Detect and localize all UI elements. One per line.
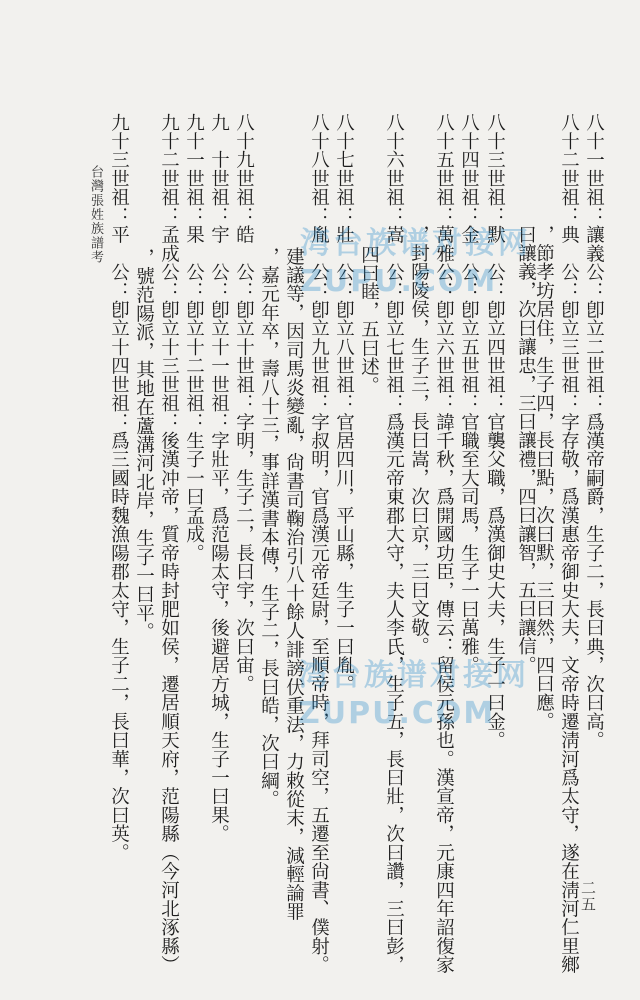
genealogy-column-82 — [559, 113, 578, 974]
column-text: 萬雅公：卽立六世祖：諱千秋，爲開國功臣，傳云：留侯元孫也。漢宣帝，元康四年詔復家 — [433, 225, 455, 975]
genealogy-column-83 — [485, 113, 504, 750]
column-text: 胤 公：卽立九世祖：字叔明，官爲漢元帝廷尉，至順帝時，拜司空，五遷至尙書、僕射。 — [308, 225, 330, 975]
genealogy-column-86 — [384, 113, 403, 974]
generation-label: 八十三世祖： — [484, 113, 506, 226]
generation-label: 八十八世祖： — [308, 113, 330, 226]
generation-label: 九 十世祖： — [208, 113, 230, 226]
continuation-column-86 — [359, 245, 378, 395]
column-text: 平 公：卽立十四世祖：爲三國時魏漁陽郡太守，生子二，長曰華，次曰英。 — [108, 225, 130, 862]
continuation-column-88b — [259, 247, 278, 809]
column-text: 建議等，因司馬炎變亂，尙書司鞠治引八十餘人誹謗伏重法，力敕從末，減輕論罪 — [283, 247, 305, 921]
generation-label: 八十五世祖： — [433, 113, 455, 226]
column-text: 皓 公：卽立十世祖：字明，生子二，長曰宇，次曰宙。 — [233, 225, 255, 694]
generation-label: 九十一世祖： — [183, 113, 205, 226]
generation-label: 八十六世祖： — [383, 113, 405, 226]
column-text: 典 公：卽立三世祖：字存敬，爲漢惠帝御史大夫，文帝時遷淸河爲太守，遂在淸河仁里鄉 — [558, 225, 580, 975]
column-text: 嵩 公：卽立七世祖：爲漢元帝東郡大守，夫人李氏，生子五，長曰壯，次曰讚，三曰彭， — [383, 225, 405, 975]
genealogy-column-93 — [109, 113, 128, 862]
watermark-top-line1: 湾台族谱对接网 — [300, 226, 531, 261]
column-text: 讓義公：卽立二世祖：爲漢帝嗣爵，生子二，長曰典，次曰高。 — [583, 225, 605, 750]
generation-label: 九十三世祖： — [108, 113, 130, 226]
generation-label: 八十七世祖： — [333, 113, 355, 226]
column-text: ，節孝坊居住，生子四，長曰點，次曰默，三曰然，四曰應。 — [533, 225, 555, 731]
watermark-top-line2: ZUPU.COM — [300, 264, 498, 299]
column-text: 果 公：卽立十二世祖：生子一曰孟成。 — [183, 225, 205, 563]
watermark-bottom-line2: ZUPU.COM — [298, 696, 496, 731]
column-text: 默 公：卽立四世祖：官襲父職，爲漢御史大夫，生子一曰金。 — [484, 225, 506, 750]
continuation-column-82 — [534, 225, 553, 730]
book-title: 台灣張姓族譜考 — [88, 165, 103, 265]
generation-label: 八十九世祖： — [233, 113, 255, 226]
continuation-column-92 — [134, 248, 153, 641]
genealogy-column-92 — [159, 113, 178, 974]
genealogy-column-91 — [184, 113, 203, 562]
generation-label: 八十一世祖： — [583, 113, 605, 226]
genealogy-column-87 — [334, 113, 353, 693]
column-text: ，號范陽派，其地在蘆溝河北岸，生子一曰平。 — [133, 248, 155, 642]
generation-label: 八十四世祖： — [458, 113, 480, 226]
generation-label: 八十二世祖： — [558, 113, 580, 226]
column-text: 四曰睦，五曰述。 — [358, 245, 380, 395]
page-number: 二五 — [579, 880, 597, 913]
column-text: 金 公：卽立五世祖：官職至大司馬，生子一曰萬雅。 — [458, 225, 480, 675]
genealogy-column-90 — [209, 113, 228, 843]
continuation-column-88a — [284, 247, 303, 921]
column-text: 孟成公：卽立十三世祖：後漢冲帝，質帝時封肥如侯，遷居順天府，范陽縣（今河北涿縣） — [158, 225, 180, 975]
genealogy-column-89 — [234, 113, 253, 693]
genealogy-column-84 — [459, 113, 478, 675]
continuation-column-85 — [409, 225, 428, 656]
generation-label: 九十二世祖： — [158, 113, 180, 226]
column-text: 曰讓義，次曰讓忠，三曰讓禮，四曰讓智，五曰讓信。 — [515, 225, 537, 675]
column-text: 壯 公：卽立八世祖：官居四川，平山縣，生子一曰胤。 — [333, 225, 355, 694]
column-text: ，嘉元年卒，壽八十三，事詳漢書本傳，生子二，長曰皓，次曰綱。 — [258, 247, 280, 809]
continuation-column-81 — [516, 225, 535, 674]
column-text: 宇 公：卽立十一世祖：字壯平，爲范陽太守，後避居方城，生子一曰果。 — [208, 225, 230, 844]
genealogy-column-81 — [584, 113, 603, 750]
column-text: ，封陽陵侯，生子三，長曰嵩，次曰京，三曰文敬。 — [408, 225, 430, 656]
genealogy-column-88 — [309, 113, 328, 974]
watermark-bottom-line1: 湾台族谱对接网 — [298, 658, 529, 693]
genealogy-column-85 — [434, 113, 453, 974]
